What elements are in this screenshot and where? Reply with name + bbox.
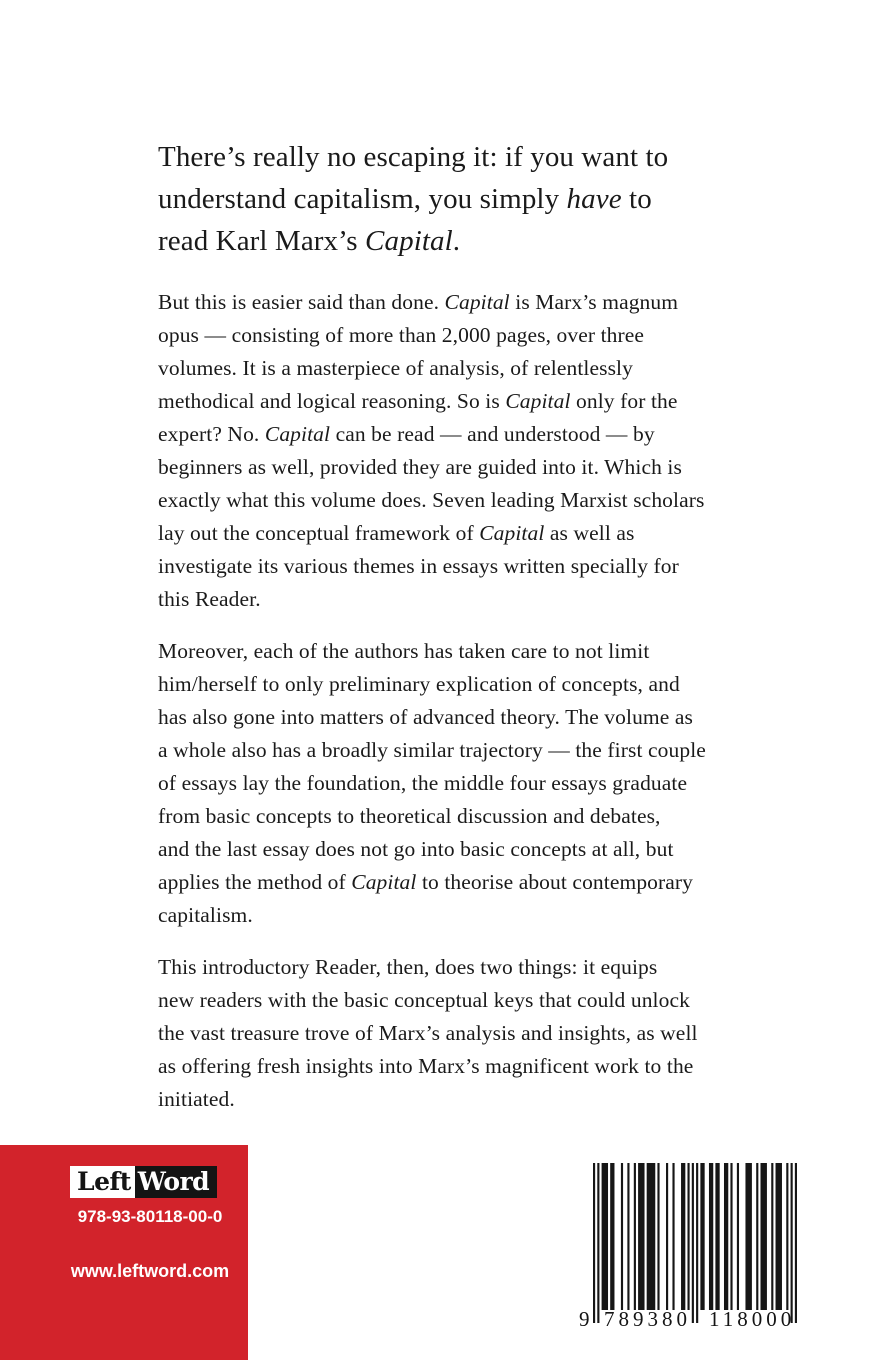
text-line: of essays lay the foundation, the middle four essays graduate [158,771,688,795]
text-line: opus — consisting of more than 2,000 pages, over three [158,323,645,347]
text-line: initiated. [158,1087,235,1111]
text-line: this Reader. [158,587,261,611]
text-line: him/herself to only preliminary explication of concepts, and [158,672,680,696]
barcode-digits-right: 118000 [709,1307,796,1331]
blurb-paragraph [158,286,706,616]
text-line: the vast treasure trove of Marx’s analysis and insights, as well [158,1021,698,1045]
text-line: exactly what this volume does. Seven leading Marxist scholars [158,488,705,512]
barcode-bars [593,1163,797,1323]
text-line: expert? No. Capital can be read — and understood — by [158,422,655,446]
text-line: from basic concepts to theoretical discussion and debates, [158,804,661,828]
text-line: capitalism. [158,903,253,927]
blurb-paragraph [158,951,706,1116]
text-line: methodical and logical reasoning. So is Capital only for the [158,389,678,413]
text-line: a whole also has a broadly similar trajectory — the first couple [158,738,706,762]
text-line: new readers with the basic conceptual keys that could unlock [158,988,690,1012]
text-line: beginners as well, provided they are guided into it. Which is [158,455,682,479]
barcode-digit-prefix: 9 [579,1307,590,1331]
text-line: investigate its various themes in essays written specially for [158,554,679,578]
logo-word-part: Word [135,1166,217,1198]
tagline [158,136,706,262]
publisher-logo [70,1166,217,1198]
text-line: understand capitalism, you simply have to [158,183,652,215]
isbn-number: 978-93-80118-00-0 [77,1207,223,1226]
text-line: applies the method of Capital to theorise about contemporary [158,870,694,894]
text-line: lay out the conceptual framework of Capital as well as [158,521,635,545]
barcode-digits-left: 789380 [604,1307,691,1331]
text-line: Moreover, each of the authors has taken care to not limit [158,639,650,663]
text-line: has also gone into matters of advanced theory. The volume as [158,705,693,729]
logo-left-part: Left [70,1166,135,1198]
text-line: There’s really no escaping it: if you want to [158,141,669,173]
back-cover-text [158,136,706,1135]
blurb-paragraph [158,635,706,932]
text-line: read Karl Marx’s Capital. [158,225,461,257]
text-line: volumes. It is a masterpiece of analysis, of relentlessly [158,356,633,380]
blurb [158,286,706,1116]
barcode [578,1163,800,1335]
text-line: and the last essay does not go into basic concepts at all, but [158,837,674,861]
text-line: But this is easier said than done. Capital is Marx’s magnum [158,290,679,314]
text-line: as offering fresh insights into Marx’s magnificent work to the [158,1054,694,1078]
text-line: This introductory Reader, then, does two things: it equips [158,955,658,979]
website-url: www.leftword.com [70,1261,230,1281]
publisher-box [0,1145,248,1360]
